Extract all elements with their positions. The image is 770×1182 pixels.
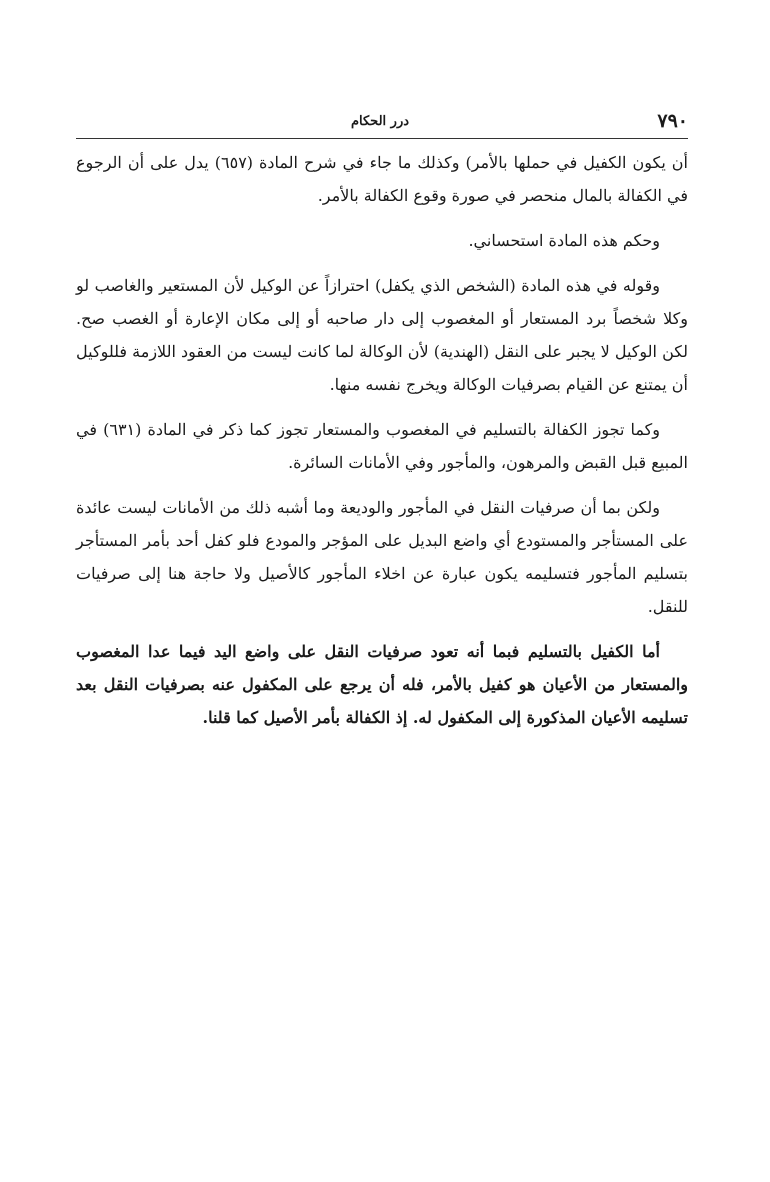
running-title: درر الحكام	[350, 114, 410, 129]
paragraph-3: وقوله في هذه المادة (الشخص الذي يكفل) احترازاً عن الوكيل لأن المستعير والغاصب لو وكلا شخصاً برد المستعار أو المغصوب إلى دار صاحبه أو إلى مكان الإعارة أو الغصب صح. لكن الوكيل لا يجبر على النقل (الهندية) لأن الوكالة لما كانت ليست من العقود اللازمة فللوكيل أن يمتنع عن القيام بصرفيات الوكالة ويخرج نفسه منها.	[76, 276, 688, 394]
paragraph-2: وحكم هذه المادة استحساني.	[468, 231, 660, 250]
paragraph-4: وكما تجوز الكفالة بالتسليم في المغصوب والمستعار تجوز كما ذكر في المادة (٦٣١) في المبيع قبل القبض والمرهون، والمأجور وفي الأمانات السائرة.	[76, 420, 688, 472]
paragraph-1: أن يكون الكفيل في حملها بالأمر) وكذلك ما جاء في شرح المادة (٦٥٧) يدل على أن الرجوع في الكفالة بالمال منحصر في صورة وقوع الكفالة بالأمر.	[76, 153, 688, 205]
page-number: ٧٩٠	[657, 110, 688, 132]
header-divider	[76, 138, 688, 139]
body-text	[76, 146, 688, 746]
paragraph-6: أما الكفيل بالتسليم فبما أنه تعود صرفيات النقل على واضع اليد فيما عدا المغصوب والمستعار من الأعيان هو كفيل بالأمر، فله أن يرجع على المكفول عنه بصرفيات النقل بعد تسليمه الأعيان المذكورة إلى المكفول له. إذ الكفالة بأمر الأصيل كما قلنا.	[76, 642, 688, 727]
page-header	[72, 108, 688, 138]
paragraph-5: ولكن بما أن صرفيات النقل في المأجور والوديعة وما أشبه ذلك من الأمانات ليست عائدة على المستأجر والمستودع أي واضع البديل على المؤجر والمودع فلو كفل أحد بأمر المستأجر بتسليم المأجور فتسليمه يكون عبارة عن اخلاء المأجور كالأصيل ولا حاجة هنا إلى صرفيات للنقل.	[76, 498, 688, 616]
